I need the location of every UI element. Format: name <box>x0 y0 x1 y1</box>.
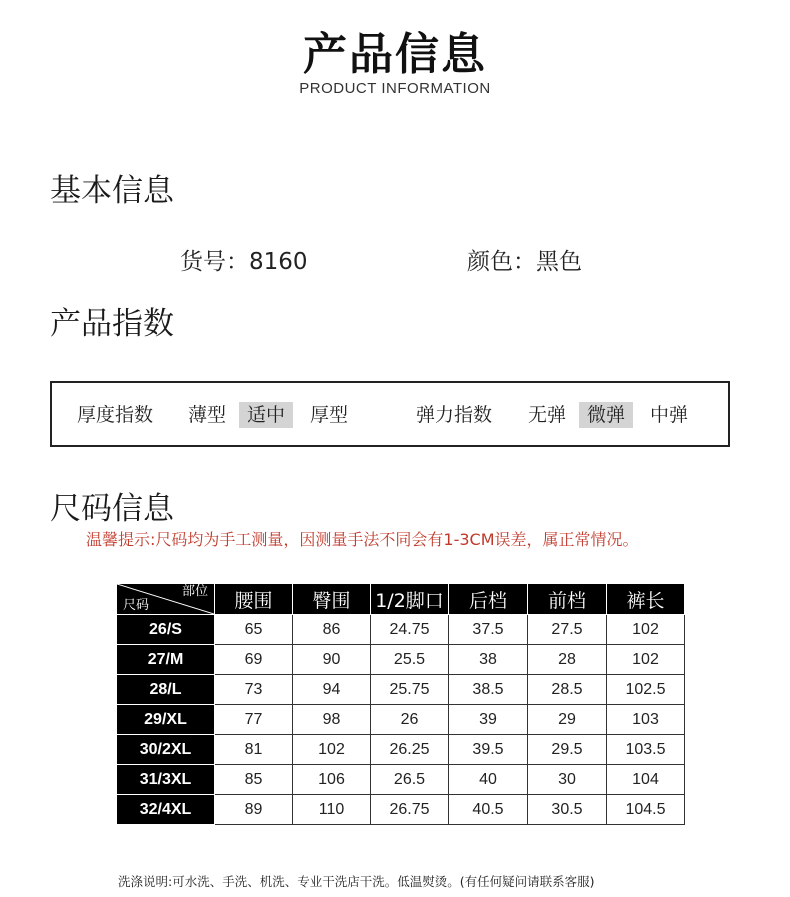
column-header: 裤长 <box>607 584 685 615</box>
measurement-cell: 39.5 <box>449 735 528 765</box>
page-title: 产品信息 <box>303 29 487 80</box>
measurement-cell: 26 <box>371 705 449 735</box>
measurement-cell: 104 <box>607 765 685 795</box>
item-number: 货号：8160 <box>180 249 308 275</box>
measurement-cell: 104.5 <box>607 795 685 825</box>
measurement-cell: 106 <box>293 765 371 795</box>
table-header-row <box>117 584 685 615</box>
table-row <box>117 645 685 675</box>
color-info: 颜色：黑色 <box>467 249 582 275</box>
size-table-body <box>117 615 685 825</box>
elasticity-option-none: 无弹 <box>528 404 567 426</box>
measurement-cell: 30.5 <box>528 795 607 825</box>
table-row <box>117 615 685 645</box>
size-table <box>116 583 685 825</box>
elasticity-label: 弹力指数 <box>416 404 493 426</box>
thickness-label: 厚度指数 <box>77 404 154 426</box>
measurement-cell: 90 <box>293 645 371 675</box>
table-corner-cell <box>117 584 215 615</box>
size-cell: 26/S <box>117 615 215 645</box>
measurement-cell: 29 <box>528 705 607 735</box>
measurement-cell: 26.75 <box>371 795 449 825</box>
corner-size-label: 尺码 <box>123 598 150 613</box>
measurement-cell: 29.5 <box>528 735 607 765</box>
measurement-cell: 89 <box>215 795 293 825</box>
measurement-cell: 25.5 <box>371 645 449 675</box>
measurement-cell: 98 <box>293 705 371 735</box>
measurement-cell: 86 <box>293 615 371 645</box>
measurement-cell: 102 <box>607 645 685 675</box>
measurement-cell: 27.5 <box>528 615 607 645</box>
thickness-option-thin: 薄型 <box>188 404 227 426</box>
column-header: 1/2脚口 <box>371 584 449 615</box>
measurement-cell: 69 <box>215 645 293 675</box>
measurement-cell: 103 <box>607 705 685 735</box>
column-header: 臀围 <box>293 584 371 615</box>
thickness-option-medium: 适中 <box>239 402 293 428</box>
measurement-cell: 85 <box>215 765 293 795</box>
measurement-cell: 73 <box>215 675 293 705</box>
table-row <box>117 795 685 825</box>
size-cell: 32/4XL <box>117 795 215 825</box>
measurement-cell: 37.5 <box>449 615 528 645</box>
column-header: 前档 <box>528 584 607 615</box>
size-cell: 27/M <box>117 645 215 675</box>
measurement-cell: 28 <box>528 645 607 675</box>
wash-instructions: 洗涤说明:可水洗、手洗、机洗、专业干洗店干洗。低温熨烫。(有任何疑问请联系客服) <box>118 874 595 889</box>
measurement-cell: 102 <box>293 735 371 765</box>
size-cell: 30/2XL <box>117 735 215 765</box>
table-row <box>117 765 685 795</box>
measurement-cell: 24.75 <box>371 615 449 645</box>
size-info-heading: 尺码信息 <box>50 491 174 527</box>
basic-info-heading: 基本信息 <box>50 173 174 209</box>
measurement-cell: 102.5 <box>607 675 685 705</box>
elasticity-option-slight: 微弹 <box>579 402 633 428</box>
measurement-cell: 30 <box>528 765 607 795</box>
measurement-cell: 26.5 <box>371 765 449 795</box>
product-index-heading: 产品指数 <box>50 306 174 342</box>
measurement-cell: 65 <box>215 615 293 645</box>
table-row <box>117 735 685 765</box>
measurement-cell: 103.5 <box>607 735 685 765</box>
measurement-cell: 81 <box>215 735 293 765</box>
size-cell: 31/3XL <box>117 765 215 795</box>
product-index-box <box>50 381 730 447</box>
measurement-cell: 102 <box>607 615 685 645</box>
measurement-cell: 25.75 <box>371 675 449 705</box>
elasticity-option-medium: 中弹 <box>650 404 689 426</box>
measurement-cell: 40 <box>449 765 528 795</box>
table-row <box>117 675 685 705</box>
measurement-cell: 39 <box>449 705 528 735</box>
table-row <box>117 705 685 735</box>
measurement-cell: 40.5 <box>449 795 528 825</box>
size-cell: 28/L <box>117 675 215 705</box>
column-header: 腰围 <box>215 584 293 615</box>
page-subtitle: PRODUCT INFORMATION <box>299 80 491 97</box>
measurement-cell: 38.5 <box>449 675 528 705</box>
size-cell: 29/XL <box>117 705 215 735</box>
thickness-option-thick: 厚型 <box>310 404 349 426</box>
measurement-cell: 77 <box>215 705 293 735</box>
measurement-tip: 温馨提示:尺码均为手工测量，因测量手法不同会有1-3CM误差，属正常情况。 <box>86 530 639 549</box>
measurement-cell: 94 <box>293 675 371 705</box>
corner-part-label: 部位 <box>181 584 208 599</box>
measurement-cell: 110 <box>293 795 371 825</box>
measurement-cell: 26.25 <box>371 735 449 765</box>
measurement-cell: 28.5 <box>528 675 607 705</box>
measurement-cell: 38 <box>449 645 528 675</box>
column-header: 后档 <box>449 584 528 615</box>
